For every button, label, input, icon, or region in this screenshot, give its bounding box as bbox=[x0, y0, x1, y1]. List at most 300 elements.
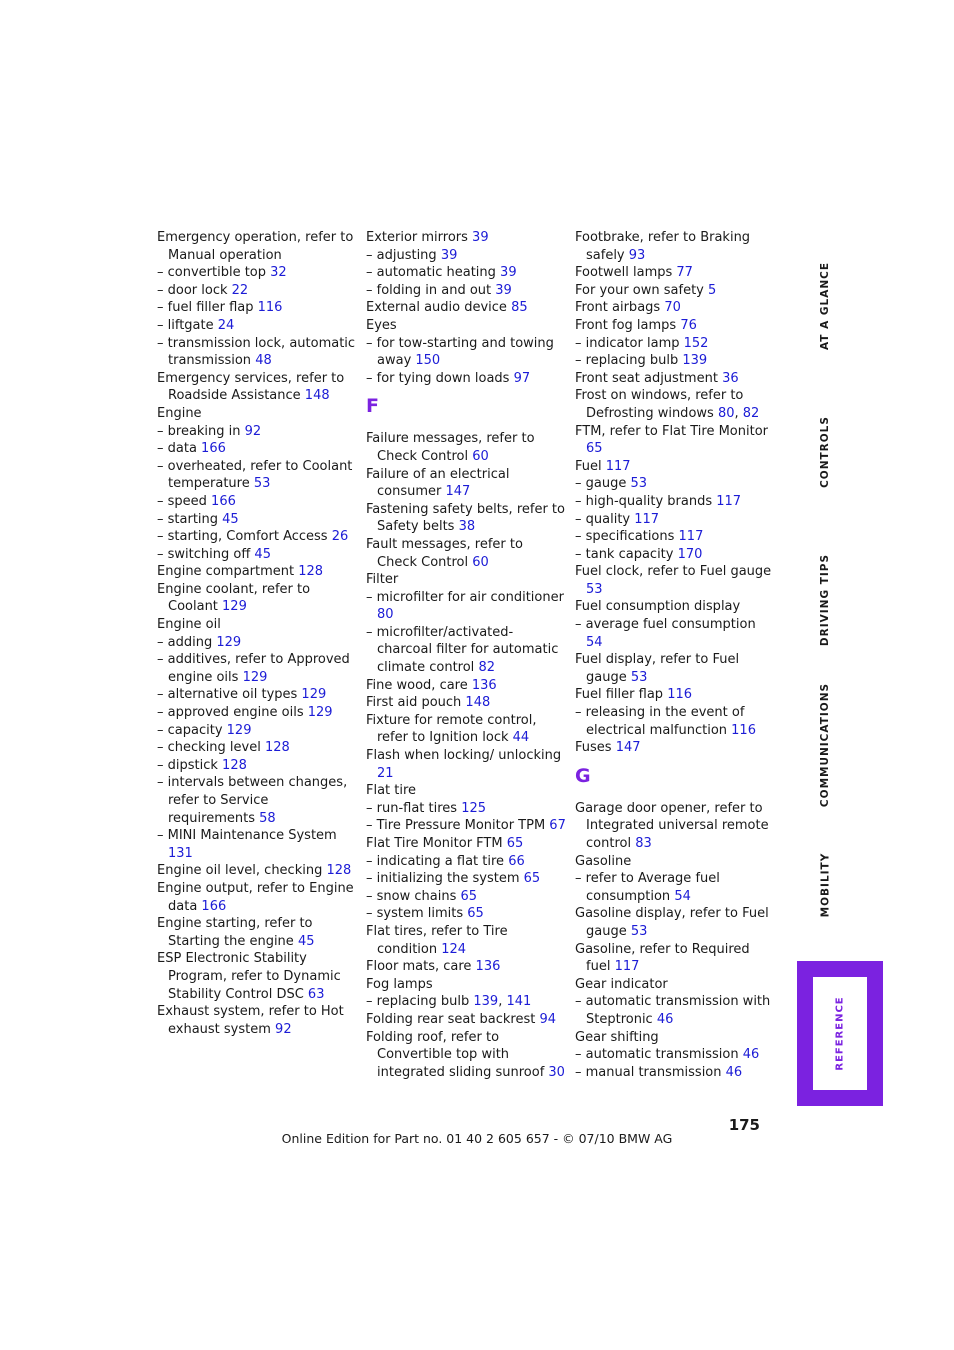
page-link[interactable]: 147 bbox=[615, 740, 641, 756]
entry-text: – MINI Maintenance System bbox=[157, 828, 337, 844]
index-entry bbox=[366, 624, 566, 677]
page-link[interactable]: 63 bbox=[307, 986, 325, 1002]
index-entry bbox=[575, 370, 775, 388]
index-entry bbox=[157, 264, 357, 282]
index-entry bbox=[366, 870, 566, 888]
page-link[interactable]: 97 bbox=[513, 370, 531, 386]
entry-text: – microfilter/activated-charcoal filter for automatic climate control bbox=[366, 624, 559, 676]
index-entry bbox=[366, 536, 566, 571]
page-link[interactable]: 129 bbox=[301, 687, 327, 703]
entry-text: – checking level bbox=[157, 740, 265, 756]
entry-text: Eyes bbox=[366, 317, 397, 333]
index-entry bbox=[575, 800, 775, 853]
entry-text: – system limits bbox=[366, 906, 468, 922]
page-link[interactable]: 80 bbox=[717, 405, 735, 421]
entry-text: Floor mats, care bbox=[366, 959, 476, 975]
entry-text: – quality bbox=[575, 511, 635, 527]
index-entry bbox=[157, 739, 357, 757]
index-entry bbox=[157, 458, 357, 493]
index-entry bbox=[366, 1011, 566, 1029]
page-link[interactable]: 170 bbox=[677, 546, 703, 562]
entry-text: Front seat adjustment bbox=[575, 370, 723, 386]
entry-text: – adjusting bbox=[366, 247, 441, 263]
index-entry bbox=[575, 423, 775, 458]
tab-label: COMMUNICATIONS bbox=[819, 682, 831, 808]
page-link[interactable]: 39 bbox=[472, 230, 489, 245]
index-entry bbox=[366, 888, 566, 906]
page-link[interactable]: 124 bbox=[441, 941, 467, 957]
page-link[interactable]: 65 bbox=[460, 888, 478, 904]
page-link[interactable]: 139 bbox=[473, 994, 499, 1010]
index-entry bbox=[157, 704, 357, 722]
entry-text: – transmission lock, automatic transmission bbox=[157, 335, 356, 369]
page-link[interactable]: 53 bbox=[253, 476, 271, 492]
page-link[interactable]: 82 bbox=[742, 405, 760, 421]
page-link[interactable]: 166 bbox=[201, 898, 227, 914]
page-link[interactable]: 65 bbox=[586, 441, 603, 457]
entry-text: Engine oil level, checking bbox=[157, 863, 327, 879]
entry-text: Fault messages, refer to Check Control bbox=[366, 536, 523, 570]
tab-label: DRIVING TIPS bbox=[819, 553, 832, 647]
index-entry bbox=[575, 511, 775, 529]
page-link[interactable]: 116 bbox=[667, 687, 693, 703]
page-link[interactable]: 129 bbox=[307, 705, 333, 721]
page-link[interactable]: 152 bbox=[683, 335, 709, 351]
entry-text: Fuel filler flap bbox=[575, 687, 668, 703]
entry-text: – liftgate bbox=[157, 317, 218, 333]
index-entry bbox=[366, 501, 566, 536]
index-entry bbox=[575, 282, 775, 300]
index-entry bbox=[157, 722, 357, 740]
page-link[interactable]: 117 bbox=[678, 529, 704, 545]
page-link[interactable]: 45 bbox=[297, 933, 315, 949]
index-entry: Frost on windows, refer to Defrosting windows 80, 82 bbox=[575, 388, 760, 421]
index-entry bbox=[366, 677, 566, 695]
entry-text: – speed bbox=[157, 493, 212, 509]
page-link[interactable]: 65 bbox=[467, 906, 484, 922]
entry-text: Failure of an electrical consumer bbox=[366, 466, 510, 500]
page-link[interactable]: 136 bbox=[475, 959, 501, 975]
index-entry bbox=[157, 423, 357, 441]
entry-text: – capacity bbox=[157, 722, 227, 738]
index-entry bbox=[366, 817, 566, 835]
entry-text: Exterior mirrors bbox=[366, 230, 473, 245]
entry-text: – folding in and out bbox=[366, 282, 496, 298]
index-entry bbox=[366, 1029, 566, 1082]
entry-text: For your own safety bbox=[575, 282, 709, 298]
entry-text: – intervals between changes, refer to Service requirements bbox=[157, 775, 348, 826]
page-link[interactable]: 53 bbox=[630, 923, 648, 939]
page-link[interactable]: 39 bbox=[495, 282, 512, 298]
index-entry bbox=[366, 571, 566, 589]
page-link[interactable]: 131 bbox=[168, 845, 193, 861]
entry-text: Flat tires, refer to Tire condition bbox=[366, 923, 508, 957]
entry-text: Emergency operation, refer to Manual operation bbox=[157, 230, 354, 263]
index-entry bbox=[366, 747, 566, 782]
index-entry bbox=[575, 651, 775, 686]
index-entry bbox=[575, 458, 775, 476]
index-entry bbox=[366, 430, 566, 465]
entry-text: – data bbox=[157, 441, 202, 457]
index-entry bbox=[157, 299, 357, 317]
page-link[interactable]: 36 bbox=[722, 370, 739, 386]
page-link[interactable]: 117 bbox=[605, 458, 631, 474]
entry-text: – initializing the system bbox=[366, 871, 524, 887]
entry-text: Flash when locking/ unlocking bbox=[366, 748, 562, 764]
entry-text: – alternative oil types bbox=[157, 687, 302, 703]
page-link[interactable]: 30 bbox=[548, 1064, 565, 1080]
index-entry bbox=[157, 405, 357, 423]
entry-text: – snow chains bbox=[366, 888, 461, 904]
entry-text: Folding rear seat backrest bbox=[366, 1011, 540, 1027]
page-link[interactable]: 82 bbox=[478, 660, 495, 676]
entry-text: Gear indicator bbox=[575, 976, 668, 992]
index-entry bbox=[157, 528, 357, 546]
index-entry: – replacing bulb 139, 141 bbox=[366, 994, 532, 1010]
page-link[interactable]: 117 bbox=[634, 511, 660, 527]
entry-text: Fine wood, care bbox=[366, 677, 472, 693]
index-entry bbox=[366, 466, 566, 501]
entry-text: – fuel filler flap bbox=[157, 300, 258, 316]
index-entry bbox=[575, 941, 775, 976]
index-entry bbox=[157, 774, 357, 827]
entry-text: FTM, refer to Flat Tire Monitor bbox=[575, 423, 769, 439]
index-entry bbox=[157, 370, 357, 405]
entry-text: – adding bbox=[157, 634, 217, 650]
page-link[interactable]: 66 bbox=[508, 853, 525, 869]
index-entry bbox=[575, 739, 775, 757]
index-entry bbox=[575, 905, 775, 940]
page-link[interactable]: 39 bbox=[440, 247, 458, 263]
index-entry bbox=[157, 616, 357, 634]
page-link[interactable]: 58 bbox=[259, 810, 276, 826]
entry-text: Fixture for remote control, refer to Ignition lock bbox=[366, 712, 537, 746]
page-link[interactable]: 129 bbox=[242, 669, 268, 685]
entry-text: Filter bbox=[366, 572, 399, 588]
page-link[interactable]: 128 bbox=[264, 740, 290, 756]
index-entry bbox=[157, 757, 357, 775]
index-entry bbox=[157, 511, 357, 529]
tab-mobility[interactable] bbox=[805, 830, 845, 940]
tab-communications[interactable] bbox=[805, 680, 845, 810]
entry-text: – tank capacity bbox=[575, 546, 678, 562]
index-entry bbox=[575, 317, 775, 335]
index-entry bbox=[575, 264, 775, 282]
index-entry bbox=[366, 923, 566, 958]
page-link[interactable]: 44 bbox=[512, 730, 530, 746]
index-entry bbox=[157, 634, 357, 652]
index-entry bbox=[575, 870, 775, 905]
page-link[interactable]: 60 bbox=[472, 448, 489, 464]
page-link[interactable]: 53 bbox=[630, 669, 648, 685]
index-entry bbox=[157, 229, 357, 264]
index-entry bbox=[366, 853, 566, 871]
page-link[interactable]: 5 bbox=[708, 282, 717, 298]
entry-text: Fuses bbox=[575, 740, 616, 756]
entry-text: – Tire Pressure Monitor TPM bbox=[366, 818, 550, 834]
entry-text: – additives, refer to Approved engine oils bbox=[157, 652, 350, 685]
page-link[interactable]: 125 bbox=[461, 800, 487, 816]
index-entry bbox=[366, 299, 566, 317]
index-column-2 bbox=[366, 229, 566, 1081]
page-link[interactable]: 147 bbox=[445, 484, 471, 500]
entry-text: Flat Tire Monitor FTM bbox=[366, 836, 507, 851]
page-link[interactable]: 45 bbox=[222, 511, 239, 527]
page-link[interactable]: 139 bbox=[682, 353, 708, 369]
entry-text: Fuel display, refer to Fuel gauge bbox=[575, 652, 740, 685]
index-column-1 bbox=[157, 229, 357, 1038]
entry-text: ESP Electronic Stability Program, refer to Dynamic Stability Control DSC bbox=[157, 951, 341, 1002]
entry-text: – specifications bbox=[575, 529, 679, 545]
index-entry bbox=[575, 229, 775, 264]
index-entry bbox=[575, 528, 775, 546]
entry-text: Flat tire bbox=[366, 783, 417, 799]
index-entry bbox=[366, 835, 566, 853]
entry-text: Gasoline bbox=[575, 853, 632, 869]
page-link[interactable]: 70 bbox=[664, 300, 681, 316]
index-entry bbox=[157, 915, 357, 950]
index-entry bbox=[366, 335, 566, 370]
index-entry bbox=[575, 493, 775, 511]
entry-text: Engine output, refer to Engine data bbox=[157, 880, 354, 914]
tab-controls[interactable] bbox=[805, 392, 845, 512]
page-link[interactable]: 39 bbox=[500, 265, 517, 281]
page-link[interactable]: 85 bbox=[511, 300, 528, 316]
entry-text: Engine bbox=[157, 405, 202, 421]
page-link[interactable]: 129 bbox=[226, 722, 252, 738]
tab-label: CONTROLS bbox=[819, 416, 832, 488]
index-entry bbox=[575, 853, 775, 871]
entry-text: First aid pouch bbox=[366, 695, 466, 711]
index-entry bbox=[157, 563, 357, 581]
page-link[interactable]: 60 bbox=[472, 554, 489, 570]
index-entry bbox=[157, 686, 357, 704]
entry-text: Gear shifting bbox=[575, 1029, 659, 1045]
entry-text: Fuel bbox=[575, 458, 606, 474]
page-link[interactable]: 77 bbox=[676, 265, 693, 281]
index-entry bbox=[575, 686, 775, 704]
entry-text: Footbrake, refer to Braking safely bbox=[575, 230, 751, 263]
index-entry bbox=[575, 475, 775, 493]
page-link[interactable]: 92 bbox=[275, 1021, 292, 1037]
page-link[interactable]: 26 bbox=[331, 529, 349, 545]
page-link[interactable]: 65 bbox=[506, 836, 524, 851]
entry-text: Front airbags bbox=[575, 300, 665, 316]
entry-text: – automatic transmission bbox=[575, 1047, 743, 1063]
index-entry bbox=[157, 335, 357, 370]
index-column-3 bbox=[575, 229, 775, 1081]
entry-text: Engine coolant, refer to Coolant bbox=[157, 581, 311, 615]
entry-text: Failure messages, refer to Check Control bbox=[366, 431, 535, 464]
index-entry bbox=[366, 589, 566, 624]
page-link[interactable]: 92 bbox=[244, 423, 262, 439]
page-link[interactable]: 65 bbox=[523, 871, 541, 887]
page-link[interactable]: 45 bbox=[254, 546, 271, 562]
entry-text: – convertible top bbox=[157, 265, 271, 281]
entry-text: – microfilter for air conditioner bbox=[366, 589, 564, 605]
page-link[interactable]: 166 bbox=[201, 441, 226, 457]
entry-text: – dipstick bbox=[157, 757, 223, 773]
page-link[interactable]: 24 bbox=[217, 317, 235, 333]
index-entry bbox=[157, 493, 357, 511]
index-entry bbox=[366, 317, 566, 335]
page-link[interactable]: 148 bbox=[465, 695, 491, 711]
page-link[interactable]: 67 bbox=[549, 818, 566, 834]
entry-text: Front fog lamps bbox=[575, 317, 681, 333]
page-link[interactable]: 128 bbox=[222, 757, 247, 773]
index-entry bbox=[157, 282, 357, 300]
entry-text: – replacing bulb bbox=[575, 353, 683, 369]
entry-text: – door lock bbox=[157, 282, 232, 298]
entry-text: Frost on windows, refer to Defrosting windows bbox=[575, 388, 744, 421]
index-entry bbox=[575, 616, 775, 651]
page-link[interactable]: 46 bbox=[742, 1047, 760, 1063]
entry-text: – automatic transmission with Steptronic bbox=[575, 994, 771, 1027]
index-entry bbox=[366, 247, 566, 265]
entry-text: Fastening safety belts, refer to Safety belts bbox=[366, 501, 565, 535]
page-link[interactable]: 46 bbox=[725, 1064, 743, 1080]
page-link[interactable]: 94 bbox=[539, 1011, 557, 1027]
entry-text: Fuel consumption display bbox=[575, 599, 741, 615]
entry-text: Gasoline display, refer to Fuel gauge bbox=[575, 906, 769, 939]
tab-driving-tips[interactable] bbox=[805, 540, 845, 660]
tab-label: MOBILITY bbox=[819, 852, 831, 918]
entry-text: Engine compartment bbox=[157, 564, 299, 580]
index-entry bbox=[366, 229, 566, 247]
index-entry bbox=[366, 694, 566, 712]
page-link[interactable]: 116 bbox=[731, 722, 756, 738]
page-link[interactable]: 148 bbox=[304, 388, 330, 404]
entry-text: Folding roof, refer to Convertible top with integrated sliding sunroof bbox=[366, 1029, 549, 1080]
index-entry bbox=[575, 1064, 775, 1082]
page-link[interactable]: 83 bbox=[635, 836, 652, 851]
index-entry bbox=[575, 352, 775, 370]
section-letter: F bbox=[366, 395, 379, 418]
entry-text: – approved engine oils bbox=[157, 705, 308, 721]
entry-text: Engine oil bbox=[157, 617, 221, 633]
entry-text: – automatic heating bbox=[366, 265, 501, 281]
entry-text: Exhaust system, refer to Hot exhaust system bbox=[157, 1004, 344, 1037]
entry-text: – average fuel consumption bbox=[575, 617, 756, 633]
index-entry bbox=[366, 264, 566, 282]
index-entry bbox=[366, 282, 566, 300]
index-entry bbox=[157, 827, 357, 862]
entry-text: – breaking in bbox=[157, 423, 245, 439]
page-link[interactable]: 128 bbox=[298, 564, 324, 580]
entry-text: – indicator lamp bbox=[575, 335, 684, 351]
page-link[interactable]: 38 bbox=[458, 519, 476, 535]
entry-text: – for tow-starting and towing away bbox=[366, 335, 554, 369]
tab-label: AT A GLANCE bbox=[819, 261, 832, 351]
index-entry bbox=[157, 440, 357, 458]
entry-text: Emergency services, refer to Roadside Assistance bbox=[157, 370, 345, 404]
entry-text: Fog lamps bbox=[366, 976, 433, 992]
entry-text: – overheated, refer to Coolant temperature bbox=[157, 458, 353, 492]
page-link[interactable]: 166 bbox=[211, 493, 236, 509]
index-entry bbox=[157, 950, 357, 1003]
entry-text: – replacing bulb bbox=[366, 994, 474, 1010]
entry-text: – manual transmission bbox=[575, 1064, 726, 1080]
page-link[interactable]: 129 bbox=[216, 634, 242, 650]
index-entry bbox=[157, 651, 357, 686]
index-entry bbox=[575, 335, 775, 353]
entry-text: – for tying down loads bbox=[366, 370, 514, 386]
page-link[interactable]: 117 bbox=[614, 959, 640, 975]
index-entry bbox=[366, 782, 566, 800]
tab-reference-inner[interactable] bbox=[813, 977, 867, 1090]
index-entry bbox=[575, 704, 775, 739]
index-entry bbox=[366, 712, 566, 747]
index-entry bbox=[575, 299, 775, 317]
entry-text: – run-flat tires bbox=[366, 800, 462, 816]
page-link[interactable]: 53 bbox=[630, 476, 648, 492]
index-entry bbox=[366, 905, 566, 923]
page-link[interactable]: 54 bbox=[674, 888, 691, 904]
index-entry bbox=[157, 880, 357, 915]
entry-text: – releasing in the event of electrical malfunction bbox=[575, 705, 745, 738]
index-entry bbox=[157, 546, 357, 564]
page-link[interactable]: 141 bbox=[506, 994, 532, 1010]
index-entry bbox=[575, 1046, 775, 1064]
index-entry bbox=[157, 862, 357, 880]
entry-text: – starting bbox=[157, 511, 223, 527]
page-link[interactable]: 53 bbox=[586, 581, 603, 597]
entry-text: Fuel clock, refer to Fuel gauge bbox=[575, 564, 772, 580]
index-entry bbox=[575, 563, 775, 598]
entry-text: External audio device bbox=[366, 300, 512, 316]
index-entry bbox=[575, 598, 775, 616]
page-link[interactable]: 93 bbox=[628, 247, 646, 263]
index-entry bbox=[575, 976, 775, 994]
index-entry bbox=[157, 1003, 357, 1038]
index-entry bbox=[366, 976, 566, 994]
page-link[interactable]: 48 bbox=[255, 353, 272, 369]
index-entry bbox=[575, 1029, 775, 1047]
entry-text: Footwell lamps bbox=[575, 265, 677, 281]
page-link[interactable]: 80 bbox=[377, 607, 394, 623]
entry-text: – indicating a flat tire bbox=[366, 853, 509, 869]
index-entry bbox=[366, 958, 566, 976]
entry-text: – starting, Comfort Access bbox=[157, 529, 332, 545]
page-link[interactable]: 150 bbox=[415, 353, 441, 369]
entry-text: Garage door opener, refer to Integrated universal remote control bbox=[575, 800, 769, 851]
tab-at-a-glance[interactable] bbox=[805, 236, 845, 376]
section-letter: G bbox=[575, 764, 591, 787]
page-link[interactable]: 54 bbox=[586, 634, 603, 650]
index-entry bbox=[366, 800, 566, 818]
entry-text: – gauge bbox=[575, 476, 631, 492]
page-link[interactable]: 116 bbox=[257, 300, 283, 316]
tab-label: REFERENCE bbox=[834, 996, 846, 1071]
page-link[interactable]: 21 bbox=[377, 765, 394, 781]
page-link[interactable]: 32 bbox=[270, 265, 287, 281]
entry-text: Engine starting, refer to Starting the engine bbox=[157, 916, 313, 949]
page-number: 175 bbox=[728, 1116, 760, 1134]
page-link[interactable]: 128 bbox=[326, 863, 352, 879]
page-link[interactable]: 46 bbox=[656, 1011, 674, 1027]
index-entry bbox=[366, 370, 566, 388]
page-link[interactable]: 76 bbox=[680, 317, 697, 333]
page-link[interactable]: 129 bbox=[222, 599, 247, 615]
page-link[interactable]: 22 bbox=[231, 282, 249, 298]
entry-text: – refer to Average fuel consumption bbox=[575, 871, 720, 904]
entry-text: – high-quality brands bbox=[575, 493, 717, 509]
footer-text: Online Edition for Part no. 01 40 2 605 657 - © 07/10 BMW AG bbox=[281, 1131, 673, 1146]
index-entry bbox=[575, 993, 775, 1028]
page-link[interactable]: 117 bbox=[716, 493, 742, 509]
entry-text: Gasoline, refer to Required fuel bbox=[575, 941, 750, 975]
page-link[interactable]: 136 bbox=[471, 677, 497, 693]
